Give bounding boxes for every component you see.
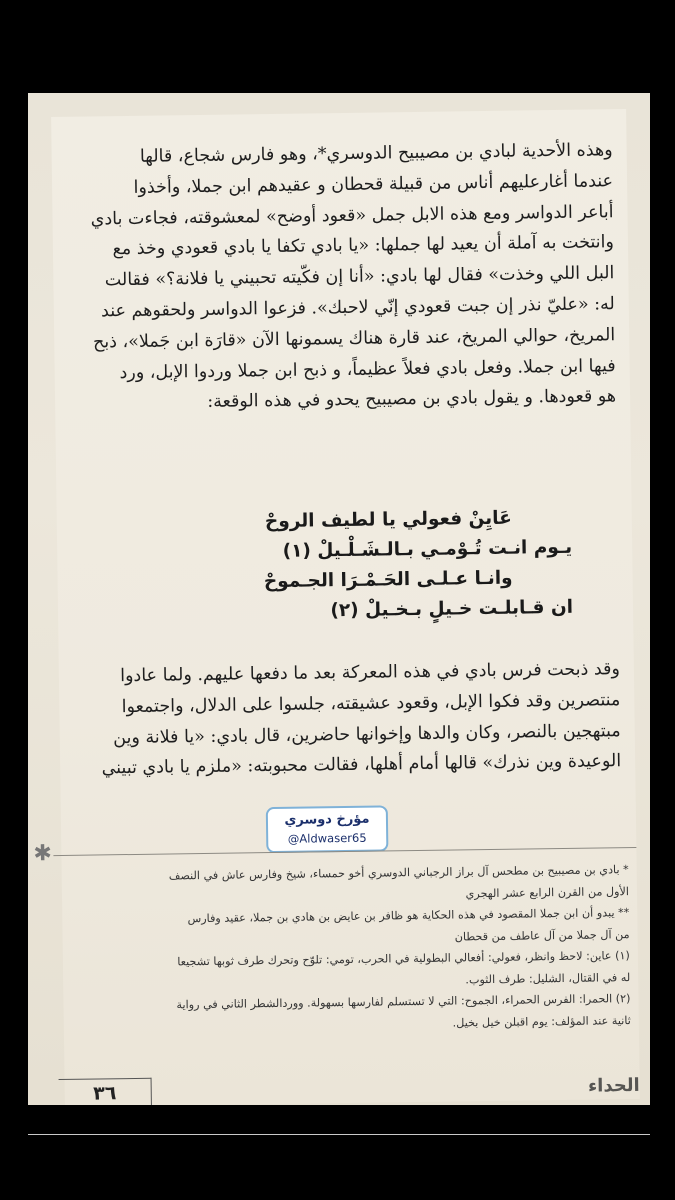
footnote-line: الأول من القرن الرابع عشر الهجري — [465, 884, 630, 900]
page-number: ٣٦ — [59, 1078, 152, 1105]
running-head: الحداء — [587, 1074, 640, 1097]
text-line: وهذه الأحدية لبادي بن مصيبيح الدوسري*، وهو فارس شجاع، قالها — [139, 140, 613, 167]
text-line: عندما أغارعليهم أناس من قبيلة قحطان و عقيدهم ابن جملا، وأخذوا — [133, 171, 614, 198]
main-paragraph — [67, 135, 616, 420]
footnote-line: من آل جملا من آل عاطف من قحطان — [454, 927, 630, 944]
screen-divider — [28, 1134, 650, 1135]
text-line: فيها ابن جملا. وفعل بادي فعلاً عظيماً، و ذبح ابن جملا وردوا الإبل، ورد — [119, 355, 616, 383]
footnotes — [69, 859, 631, 1039]
footnote-line: ثانية عند المؤلف: يوم اقبلن خيل بخيل. — [452, 1013, 631, 1030]
text-line: المريخ، حوالي المريخ، عند قارة هناك يسمونها الآن «قارَة ابن جَملا»، ذبح — [92, 324, 616, 353]
text-line: وانتخت به آملة أن يعيد لها جملها: «يا بادي تكفا يا بادي قعودي وخذ مع — [112, 232, 615, 260]
poem-line: وانـا عـلـى الحَـمْـرَا الجـموحْ — [263, 567, 513, 593]
text-line: هو قعودها. و يقول بادي بن مصيبيح يحدو في هذه الوقعة: — [207, 386, 617, 413]
text-line: مبتهجين بالنصر، وكان والدها وإخوانها حاضرين، قال بادي: «يا فلانة وين — [113, 720, 621, 748]
text-line: له: «عليّ نذر إن جبت قعودي إنّي لاحبك». فزعوا الدواسر ولحقوهم عند — [100, 294, 615, 322]
footnote-line: له في القتال، الشليل: طرف الثوب. — [465, 970, 631, 986]
book-page-photo — [28, 93, 650, 1105]
footnote-line: ** يبدو أن ابن جملا المقصود في هذه الحكاية هو ظافر بن عايض بن هادي بن جملا، عقيد وفارس — [187, 906, 630, 926]
poem-verses — [152, 503, 574, 629]
text-line: الوعيدة وين نذرك» قالها أمام أهلها، فقالت محبوبته: «ملزم يا بادي تبيني — [101, 751, 622, 779]
footnote-line: (٢) الحمرا: الفرس الحمراء، الجموح: التي لا تستسلم لفارسها بسهولة. ووردالشطر الثاني في رواية — [176, 992, 631, 1012]
book-page — [33, 109, 640, 1105]
watermark-stamp — [266, 805, 389, 853]
footnote-line: * بادي بن مصيبيح بن مطحس آل براز الرجباني الدوسري أخو حمساء، شيخ وفارس عاش في النصف — [168, 863, 629, 883]
asterisk-icon: ✱ — [33, 841, 53, 867]
text-line: أباعر الدواسر ومع هذه الابل جمل «قعود أوضح» لمعشوقته، فجاءت بادي — [90, 201, 614, 230]
poem-line: ان قـابلـت خـيلٍ بـخـيلْ (٢) — [330, 596, 574, 622]
watermark-handle: @Aldwaser65 — [287, 830, 367, 846]
watermark-arabic: مؤرخ دوسري — [284, 811, 370, 828]
second-paragraph — [75, 654, 622, 785]
poem-line: عَايِنْ فعولي يا لطيف الروحْ — [264, 507, 512, 533]
text-line: وقد ذبحت فرس بادي في هذه المعركة بعد ما دفعها عليهم. ولما عادوا — [120, 659, 621, 687]
text-line: منتصرين وقد فكوا الإبل، وقعود عشيقته، جلسوا على الدلال، واجتمعوا — [121, 689, 621, 717]
footnote-line: (١) عاين: لاحظ وانظر، فعولي: أفعالي البطولية في الحرب، تومي: تلوّح وتحرك طرف ثوبها تشجيعا — [177, 949, 630, 969]
text-line: البل اللي وخذت» فقال لها بادي: «أنا إن فكّيته تحبيني يا فلانة؟» فقالت — [104, 263, 615, 291]
poem-line: يـوم انـت تُـوْمـي بـالـشَـلْـيلْ (١) — [282, 536, 573, 562]
